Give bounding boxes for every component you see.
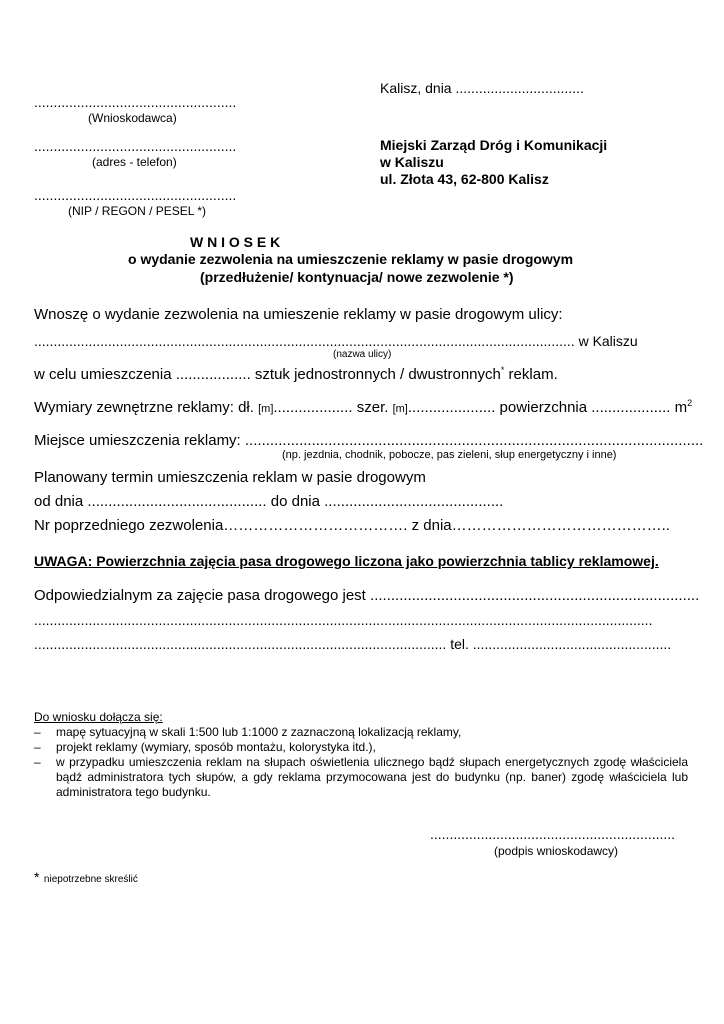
purpose-line[interactable] <box>34 366 558 383</box>
responsible-dots-3[interactable] <box>34 636 671 652</box>
attachment-item: – mapę sytuacyjną w skali 1:500 lub 1:1000 z zaznaczoną lokalizacją reklamy, <box>34 725 462 739</box>
address-dots: .................................................... <box>34 138 237 154</box>
dash-icon: – <box>34 725 41 739</box>
dash-icon: – <box>34 740 41 754</box>
street-field[interactable] <box>34 333 638 349</box>
footnote-text: niepotrzebne skreślić <box>43 874 138 885</box>
dimensions-line[interactable] <box>34 399 692 416</box>
dims-text-a: Wymiary zewnętrzne reklamy: dł. <box>34 399 259 416</box>
nip-label: (NIP / REGON / PESEL *) <box>68 204 207 218</box>
purpose-end: reklam. <box>504 366 558 383</box>
street-label: (nazwa ulicy) <box>333 349 392 360</box>
intro-text: Wnoszę o wydanie zezwolenia na umieszenie reklamy w pasie drogowym ulicy: <box>34 306 563 323</box>
document-subtitle: o wydanie zezwolenia na umieszczenie reklamy w pasie drogowym <box>128 251 574 267</box>
applicant-dots: .................................................... <box>34 94 237 110</box>
nip-dots: .................................................... <box>34 187 237 203</box>
footnote-star: * <box>34 869 40 885</box>
previous-permit-line[interactable]: Nr poprzedniego zezwolenia………………………………. z dnia…………………………………….. <box>34 517 670 534</box>
recipient-line-2: w Kaliszu <box>380 154 444 170</box>
attachment-item: – w przypadku umieszczenia reklam na słupach oświetlenia ulicznego bądź słupach energetycznych zgodę właściciela bądź administratora tych słupów, a gdy reklama przymocowana jest do budynku (np. baner) zgodę właściciela lub administratora tego budynku. <box>34 755 688 799</box>
warning-text: UWAGA: Powierzchnia zajęcia pasa drogowego liczona jako powierzchnia tablicy reklamowej. <box>34 553 659 569</box>
purpose-star: * <box>500 365 505 375</box>
dims-text-c: ..................... powierzchnia ................... m <box>407 399 688 416</box>
dims-unit-length: [m] <box>258 403 274 415</box>
document-subtitle-options: (przedłużenie/ kontynuacja/ nowe zezwolenie *) <box>200 269 514 285</box>
recipient-line-1: Miejski Zarząd Dróg i Komunikacji <box>380 137 608 153</box>
attachment-item: – projekt reklamy (wymiary, sposób montażu, kolorystyka itd.), <box>34 740 376 754</box>
attachments-heading: Do wniosku dołącza się: <box>34 710 163 724</box>
responsible-dots-2[interactable]: ............................................................................................................................................................... <box>34 612 653 628</box>
signature-dots[interactable]: ............................................................... <box>430 826 676 842</box>
dash-icon: – <box>34 755 41 769</box>
applicant-label: (Wnioskodawca) <box>88 111 177 125</box>
signature-label: (podpis wnioskodawcy) <box>494 844 619 858</box>
dims-unit-width: [m] <box>392 403 408 415</box>
footnote <box>34 869 138 887</box>
phone-field: tel. ................................................... <box>450 636 672 652</box>
street-dots: ........................................................................................................................................... <box>34 333 575 349</box>
dims-text-b: ................... szer. <box>273 399 393 416</box>
address-label: (adres - telefon) <box>92 155 177 169</box>
placement-line[interactable]: Miejsce umieszczenia reklamy: .............................................................................................................. <box>34 432 704 449</box>
recipient-line-3: ul. Złota 43, 62-800 Kalisz <box>380 171 549 187</box>
purpose-text: w celu umieszczenia .................. sztuk jednostronnych / dwustronnych <box>34 366 501 383</box>
attachments-list <box>34 725 688 800</box>
date-range-line[interactable]: od dnia ........................................... do dnia ........................................... <box>34 493 504 510</box>
place-date: Kalisz, dnia ................................. <box>380 80 584 96</box>
dims-sup: 2 <box>687 398 693 408</box>
term-text: Planowany termin umieszczenia reklam w pasie drogowym <box>34 469 426 486</box>
responsible-line[interactable]: Odpowiedzialnym za zajęcie pasa drogowego jest ............................................................................... <box>34 587 700 604</box>
street-suffix: w Kaliszu <box>578 333 638 349</box>
document-title: W N I O S E K <box>190 234 281 250</box>
placement-hint: (np. jezdnia, chodnik, pobocze, pas zieleni, słup energetyczny i inne) <box>282 449 617 461</box>
responsible-dots: .......................................................................................................... <box>34 636 447 652</box>
